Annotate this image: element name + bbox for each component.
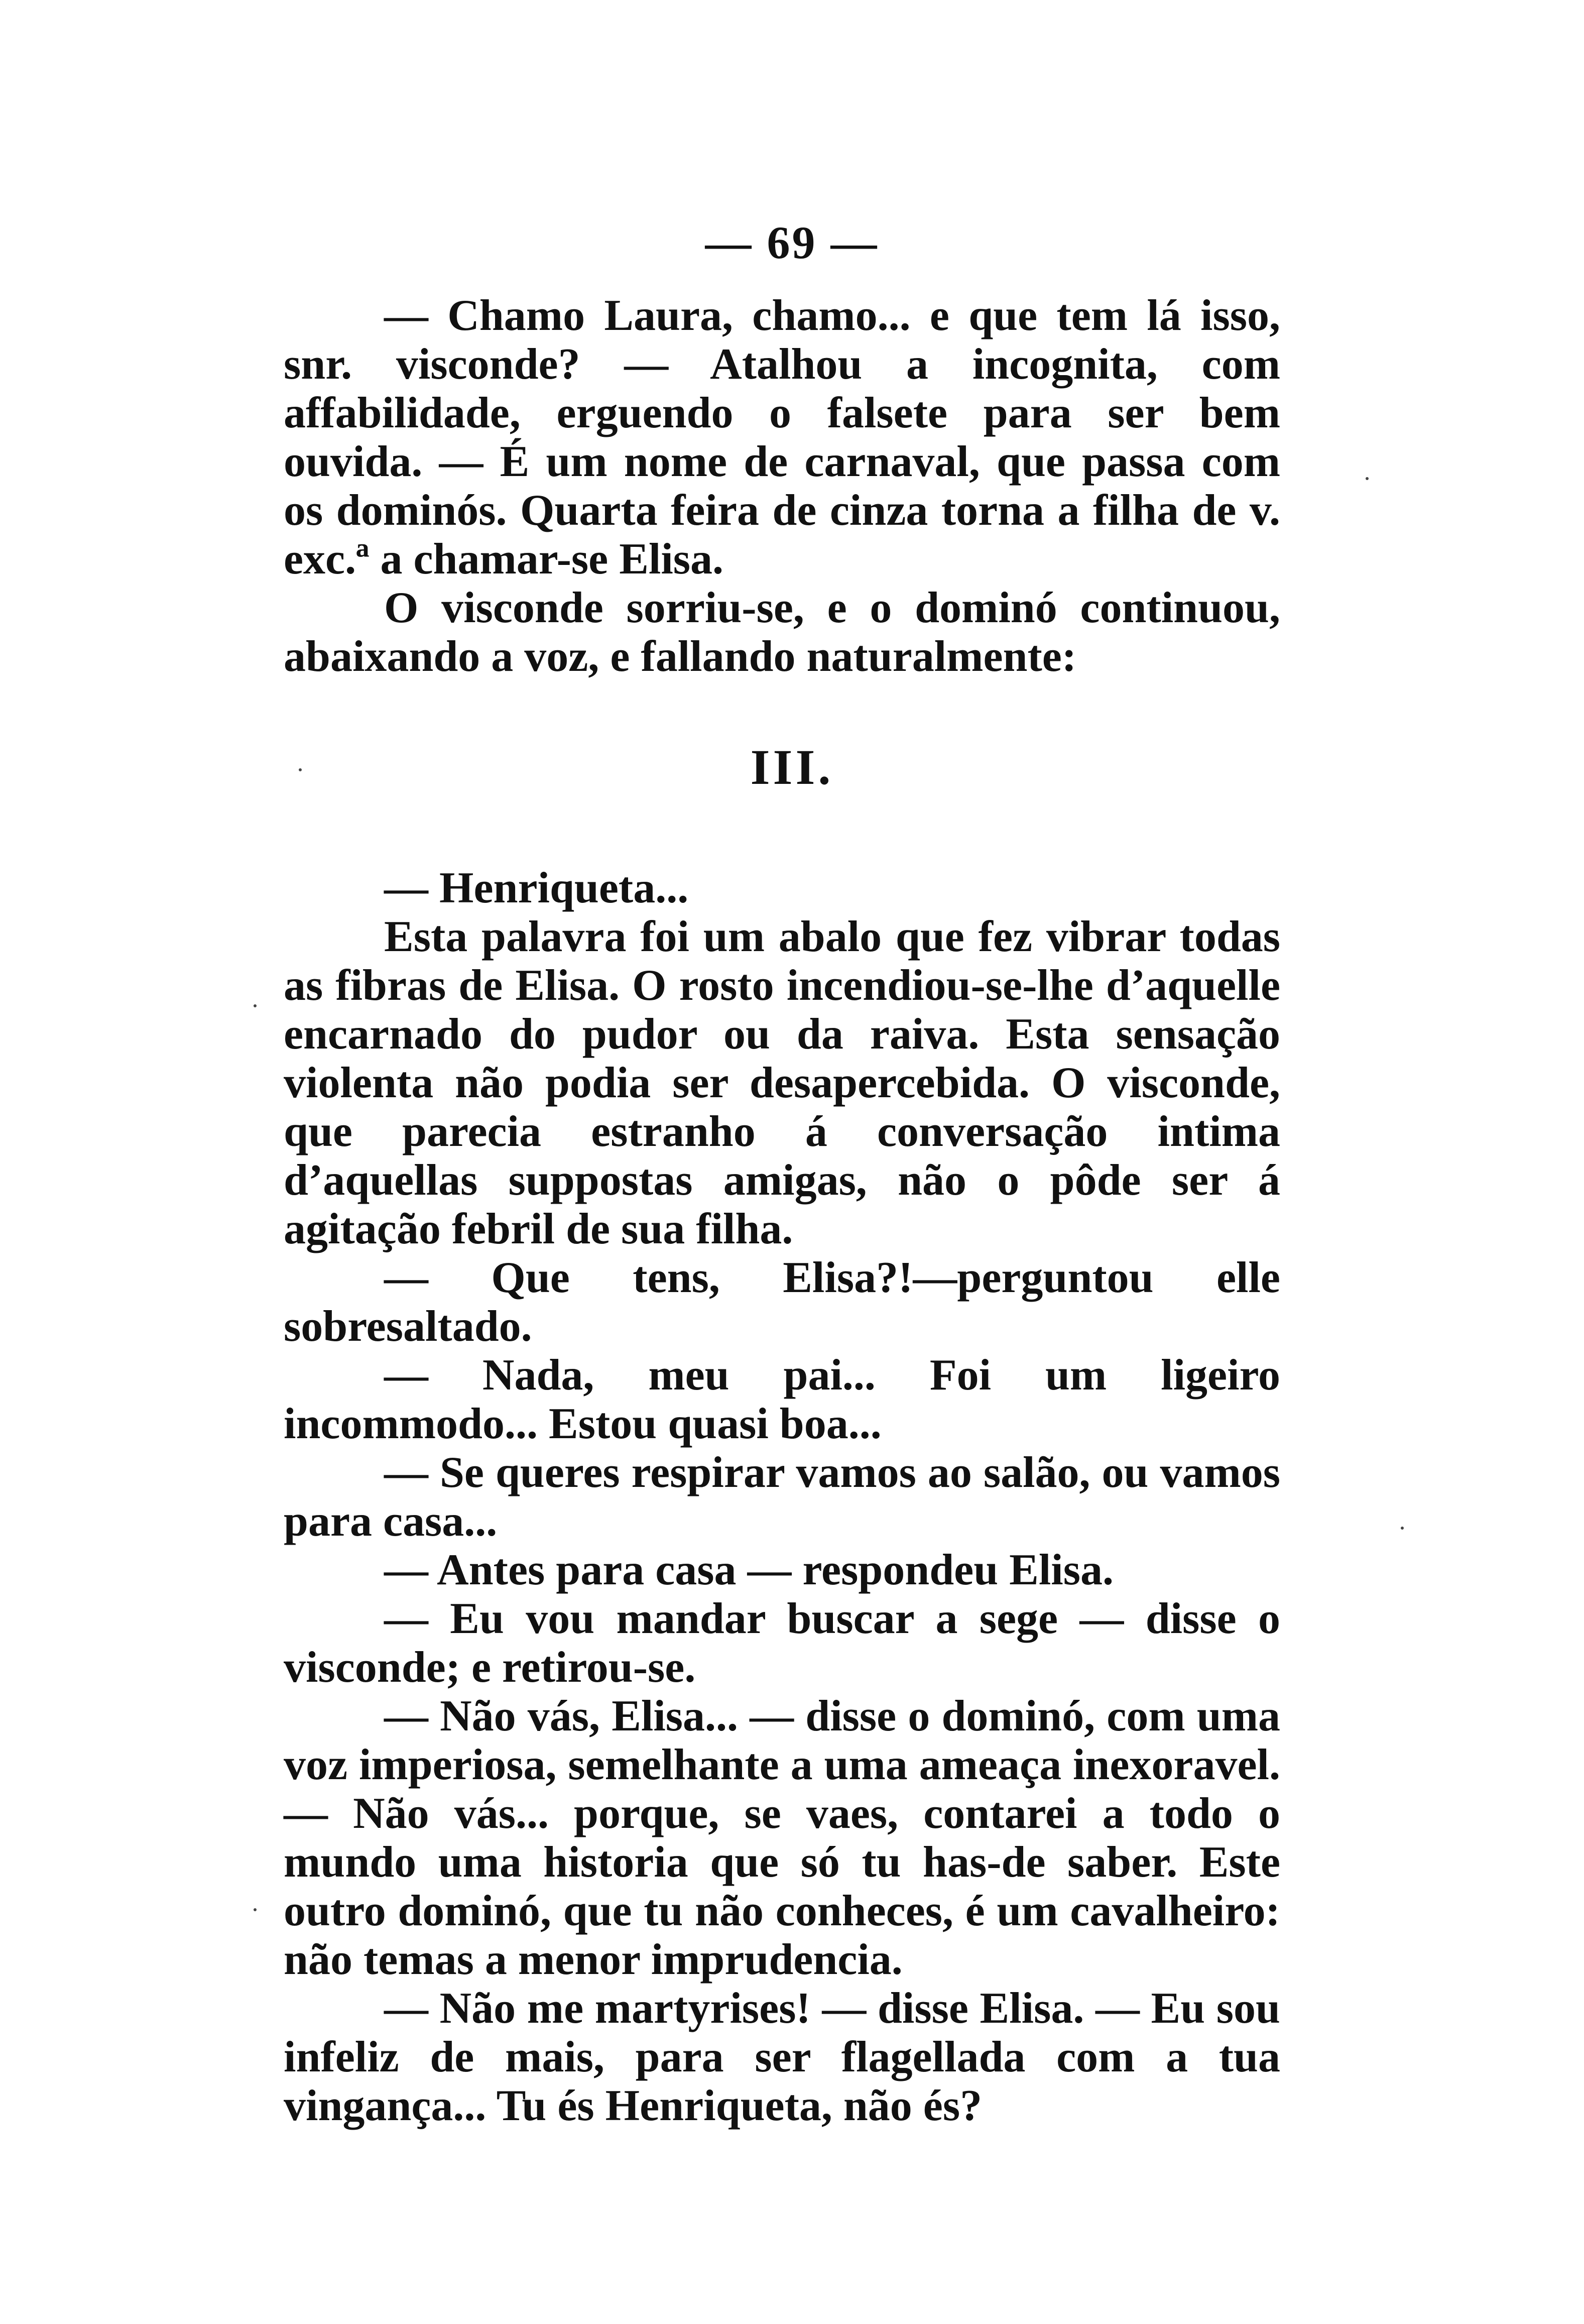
paragraph: — Eu vou mandar buscar a sege — disse o visconde; e retirou-se. <box>284 1594 1280 1692</box>
paragraph: — Se queres respirar vamos ao salão, ou vamos para casa... <box>284 1448 1280 1546</box>
text-block-chapter-end <box>284 291 1280 681</box>
print-speck <box>1366 477 1369 480</box>
paragraph: — Nada, meu pai... Foi um ligeiro incommodo... Estou quasi boa... <box>284 1351 1280 1448</box>
section-heading: III. <box>750 739 834 795</box>
page-number: — 69 — <box>705 217 879 268</box>
paragraph: — Henriqueta... <box>384 864 689 912</box>
paragraph: — Não vás, Elisa... — disse o dominó, com uma voz imperiosa, semelhante a uma ameaça inexoravel. — Não vás... porque, se vaes, contarei a todo o mundo uma historia que só tu has-de saber. Este outro dominó, que tu não conheces, é um cavalheiro: não temas a menor imprudencia. <box>284 1692 1280 1984</box>
paragraph: — Não me martyrises! — disse Elisa. — Eu sou infeliz de mais, para ser flagellada com a tua vingança... Tu és Henriqueta, não és? <box>284 1984 1280 2130</box>
print-speck <box>299 768 302 771</box>
paragraph: — Que tens, Elisa?!—perguntou elle sobresaltado. <box>284 1253 1280 1351</box>
paragraph: O visconde sorriu-se, e o dominó continuou, abaixando a voz, e fallando naturalmente: <box>284 584 1280 681</box>
paragraph: — Chamo Laura, chamo... e que tem lá isso, snr. visconde? — Atalhou a incognita, com affabilidade, erguendo o falsete para ser bem ouvida. — É um nome de carnaval, que passa com os dominós. Quarta feira de cinza torna a filha de v. exc.ª a chamar-se Elisa. <box>284 291 1280 584</box>
print-speck <box>1401 1527 1404 1530</box>
paragraph: Esta palavra foi um abalo que fez vibrar todas as fibras de Elisa. O rosto incendiou-se-lhe d’aquelle encarnado do pudor ou da raiva. Esta sensação violenta não podia ser desapercebida. O visconde, que parecia estranho á conversação intima d’aquellas suppostas amigas, não o pôde ser á agitação febril de sua filha. <box>284 912 1280 1253</box>
print-speck <box>254 1004 257 1007</box>
paragraph: — Antes para casa — respondeu Elisa. <box>384 1546 1114 1594</box>
print-speck <box>254 1908 257 1911</box>
text-block-section-iii <box>284 864 1280 2130</box>
